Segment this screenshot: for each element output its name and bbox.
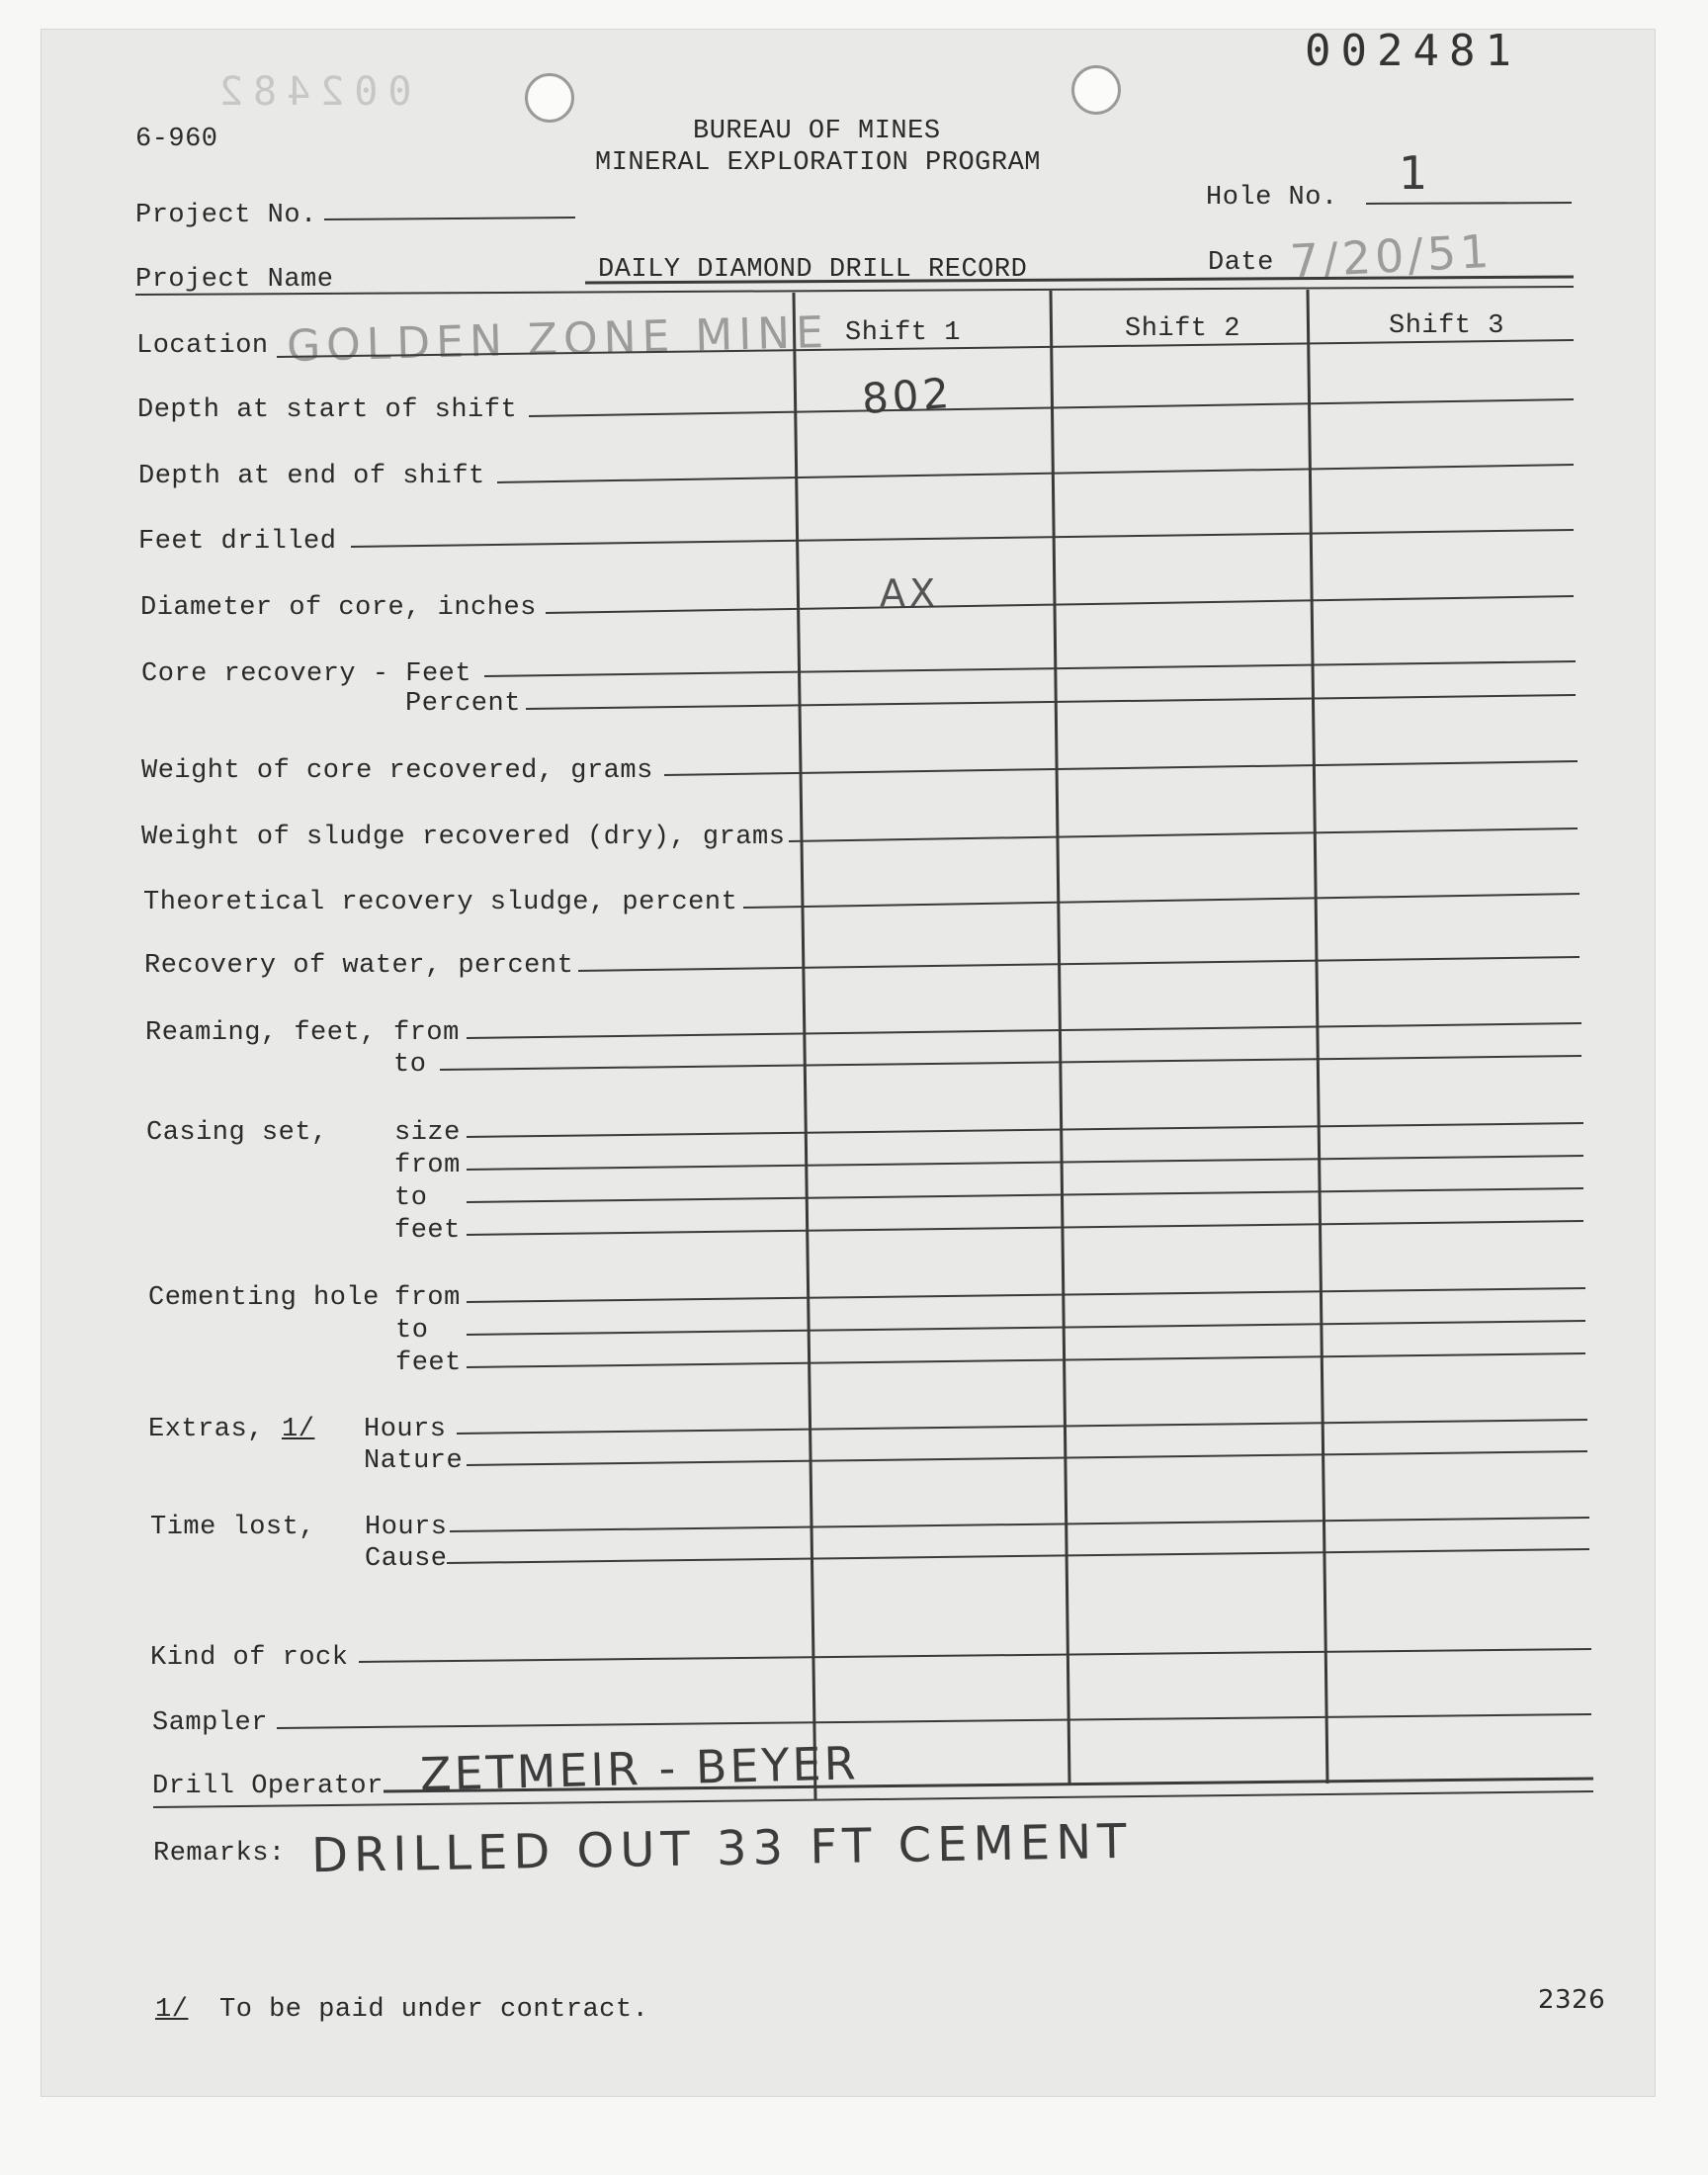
depth-start-label: Depth at start of shift: [137, 395, 518, 425]
sampler-label: Sampler: [152, 1708, 268, 1738]
page-code: 2326: [1538, 1985, 1606, 2015]
cementing-feet-label: feet: [395, 1348, 462, 1378]
hole-no-blank: [1366, 203, 1572, 204]
hole-no-label: Hole No.: [1206, 183, 1338, 213]
date-value: 7/20/51: [1288, 223, 1494, 289]
shift-2-header: Shift 2: [1125, 314, 1240, 344]
remarks-label: Remarks:: [153, 1839, 286, 1869]
theoretical-sludge-label: Theoretical recovery sludge, percent: [143, 888, 738, 917]
project-name-label: Project Name: [135, 265, 334, 295]
header-rule: [585, 277, 1574, 283]
core-recovery-percent-label: Percent: [405, 689, 521, 719]
feet-drilled-label: Feet drilled: [138, 527, 337, 557]
reaming-to-label: to: [393, 1050, 427, 1080]
extras-label: Extras,: [148, 1415, 264, 1444]
time-lost-cause-label: Cause: [365, 1544, 448, 1574]
extras-footnote-ref: 1/: [282, 1415, 315, 1444]
sludge-weight-label: Weight of sludge recovered (dry), grams: [141, 823, 786, 852]
reaming-from-label: from: [393, 1018, 460, 1048]
column-divider-3: [1308, 290, 1327, 1784]
time-lost-label: Time lost,: [150, 1513, 316, 1542]
date-label: Date: [1208, 248, 1274, 278]
depth-end-label: Depth at end of shift: [138, 462, 485, 491]
form-title: DAILY DIAMOND DRILL RECORD: [598, 255, 1028, 285]
shift-3-header: Shift 3: [1389, 311, 1504, 341]
casing-to-label: to: [394, 1183, 428, 1213]
drill-operator-value: ZETMEIR - BEYER: [419, 1736, 860, 1801]
cementing-from-label: from: [394, 1283, 461, 1313]
column-divider-1: [794, 293, 815, 1799]
core-diameter-label: Diameter of core, inches: [140, 593, 537, 623]
project-no-label: Project No.: [135, 201, 317, 230]
agency-title: BUREAU OF MINES: [693, 117, 941, 146]
casing-from-label: from: [394, 1151, 461, 1180]
location-label: Location: [136, 331, 269, 361]
cementing-to-label: to: [395, 1316, 429, 1346]
water-recovery-label: Recovery of water, percent: [144, 951, 574, 981]
serial-number: 002481: [1305, 26, 1521, 76]
table-bottom-rule: [384, 1779, 1593, 1791]
reaming-label: Reaming, feet,: [145, 1018, 377, 1048]
program-title: MINERAL EXPLORATION PROGRAM: [595, 148, 1041, 178]
depth-start-shift1: 802: [860, 368, 955, 424]
extras-nature-label: Nature: [364, 1446, 464, 1476]
core-recovery-label: Core recovery - Feet: [141, 659, 472, 689]
location-value: GOLDEN ZONE MINE: [286, 306, 830, 373]
cementing-label: Cementing hole: [148, 1283, 380, 1313]
casing-size-label: size: [394, 1118, 461, 1148]
casing-label: Casing set,: [146, 1118, 328, 1148]
drill-operator-label: Drill Operator: [152, 1772, 384, 1801]
footnote-text: To be paid under contract.: [219, 1995, 649, 2025]
core-diameter-shift1: AX: [880, 571, 940, 615]
footnote-mark: 1/: [155, 1995, 189, 2025]
shift-1-header: Shift 1: [845, 318, 961, 348]
hole-no-value: 1: [1399, 146, 1432, 200]
kind-of-rock-label: Kind of rock: [150, 1643, 349, 1673]
form-number: 6-960: [135, 125, 218, 154]
time-lost-hours-label: Hours: [365, 1513, 448, 1542]
column-divider-2: [1051, 291, 1069, 1784]
project-no-blank: [324, 218, 575, 219]
extras-hours-label: Hours: [364, 1415, 447, 1444]
mirrored-serial-number: 002482: [210, 69, 412, 115]
remarks-value: DRILLED OUT 33 FT CEMENT: [310, 1813, 1133, 1884]
core-weight-label: Weight of core recovered, grams: [141, 756, 653, 786]
casing-feet-label: feet: [394, 1216, 461, 1246]
